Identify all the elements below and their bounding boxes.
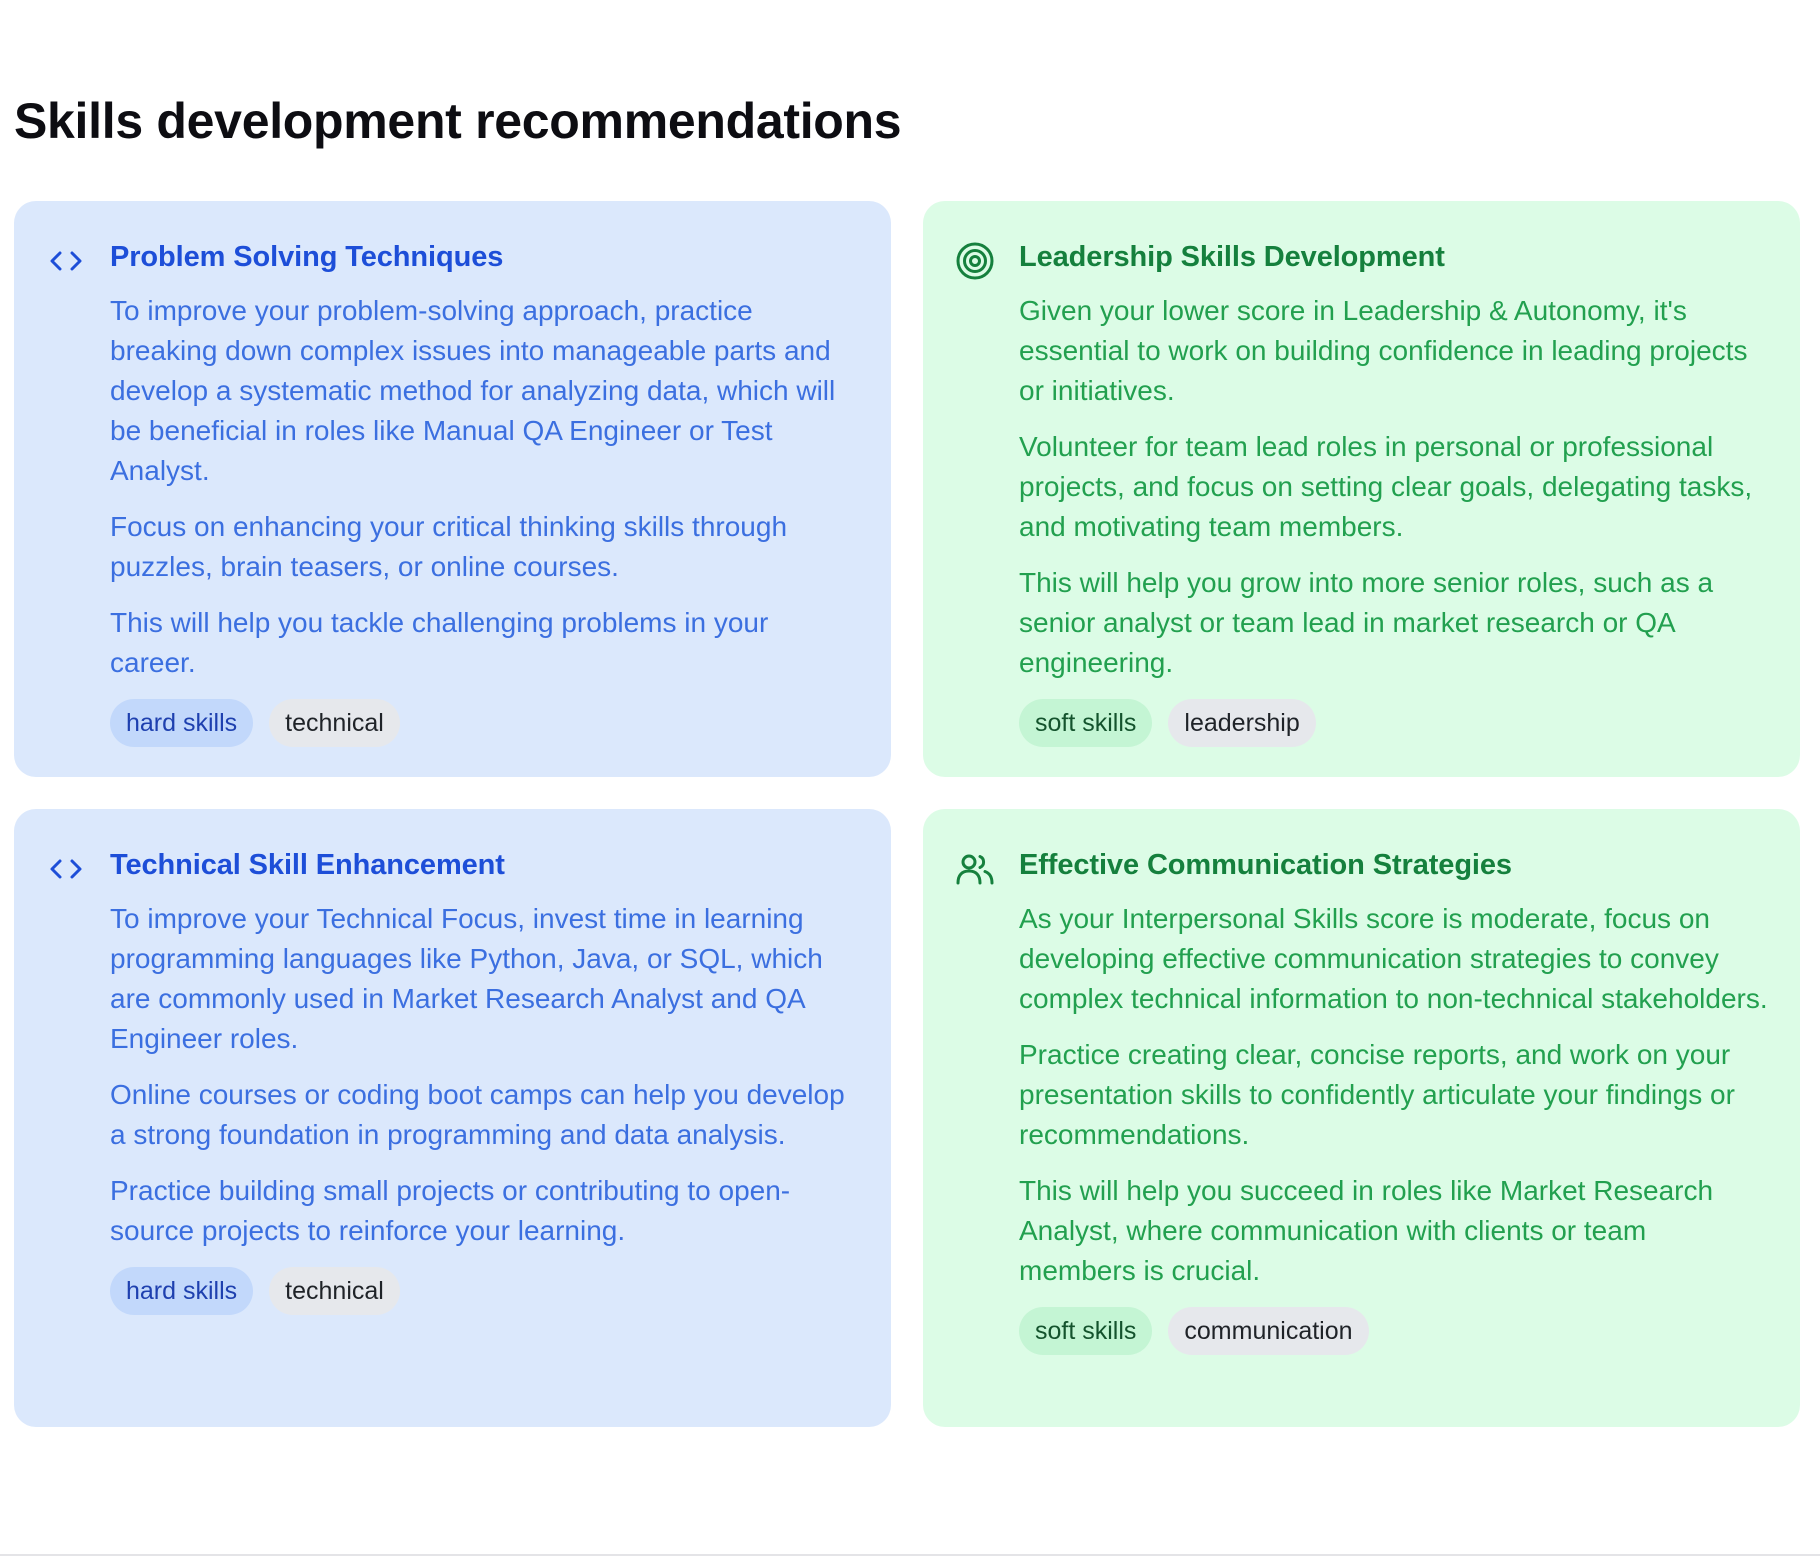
card-paragraph: Volunteer for team lead roles in personal or professional projects, and focus on setting clear goals, delegating tasks, and motivating team members.: [1019, 431, 1753, 542]
tag-soft-skills: soft skills: [1019, 1307, 1152, 1355]
card-title: Technical Skill Enhancement: [110, 849, 505, 881]
card-title: Leadership Skills Development: [1019, 241, 1445, 273]
recommendation-card-problem-solving: [14, 201, 891, 777]
card-title: Problem Solving Techniques: [110, 241, 504, 273]
tag-list: [110, 1267, 861, 1315]
card-paragraph: Given your lower score in Leadership & Autonomy, it's essential to work on building confidence in leading projects or initiatives.: [1019, 295, 1748, 406]
tag-leadership: leadership: [1168, 699, 1315, 747]
tag-soft-skills: soft skills: [1019, 699, 1152, 747]
card-body: [1019, 291, 1770, 683]
card-paragraph: This will help you grow into more senior roles, such as a senior analyst or team lead in market research or QA engineering.: [1019, 567, 1714, 678]
code-brackets-icon: [44, 239, 88, 283]
card-paragraph: This will help you succeed in roles like Market Research Analyst, where communication with clients or team members is crucial.: [1019, 1175, 1714, 1286]
tag-communication: communication: [1168, 1307, 1368, 1355]
card-paragraph: To improve your problem-solving approach, practice breaking down complex issues into manageable parts and develop a systematic method for analyzing data, which will be beneficial in roles like Manual QA Engineer or Test Analyst.: [110, 295, 836, 486]
card-body: [1019, 899, 1770, 1291]
card-paragraph: This will help you tackle challenging problems in your career.: [110, 607, 769, 678]
tag-list: [1019, 1307, 1770, 1355]
tag-technical: technical: [269, 699, 400, 747]
card-body: [110, 291, 861, 683]
users-icon: [953, 847, 997, 891]
tag-hard-skills: hard skills: [110, 699, 253, 747]
tag-technical: technical: [269, 1267, 400, 1315]
tag-list: [110, 699, 861, 747]
recommendation-card-technical-skill: [14, 809, 891, 1427]
recommendation-card-communication: [923, 809, 1800, 1427]
card-paragraph: Practice building small projects or contributing to open-source projects to reinforce your learning.: [110, 1175, 791, 1246]
tag-hard-skills: hard skills: [110, 1267, 253, 1315]
card-body: [110, 899, 861, 1251]
recommendation-card-leadership: [923, 201, 1800, 777]
target-icon: [953, 239, 997, 283]
card-title: Effective Communication Strategies: [1019, 849, 1512, 881]
card-paragraph: Practice creating clear, concise reports, and work on your presentation skills to confidently articulate your findings or recommendations.: [1019, 1039, 1735, 1150]
card-paragraph: As your Interpersonal Skills score is moderate, focus on developing effective communication strategies to convey complex technical information to non-technical stakeholders.: [1019, 903, 1768, 1014]
card-paragraph: Focus on enhancing your critical thinking skills through puzzles, brain teasers, or online courses.: [110, 511, 788, 582]
tag-list: [1019, 699, 1770, 747]
card-paragraph: To improve your Technical Focus, invest time in learning programming languages like Python, Java, or SQL, which are commonly used in Market Research Analyst and QA Engineer roles.: [110, 903, 823, 1054]
recommendations-grid: [14, 201, 1804, 1427]
card-paragraph: Online courses or coding boot camps can help you develop a strong foundation in programming and data analysis.: [110, 1079, 845, 1150]
page-title: Skills development recommendations: [14, 93, 902, 149]
code-brackets-icon: [44, 847, 88, 891]
